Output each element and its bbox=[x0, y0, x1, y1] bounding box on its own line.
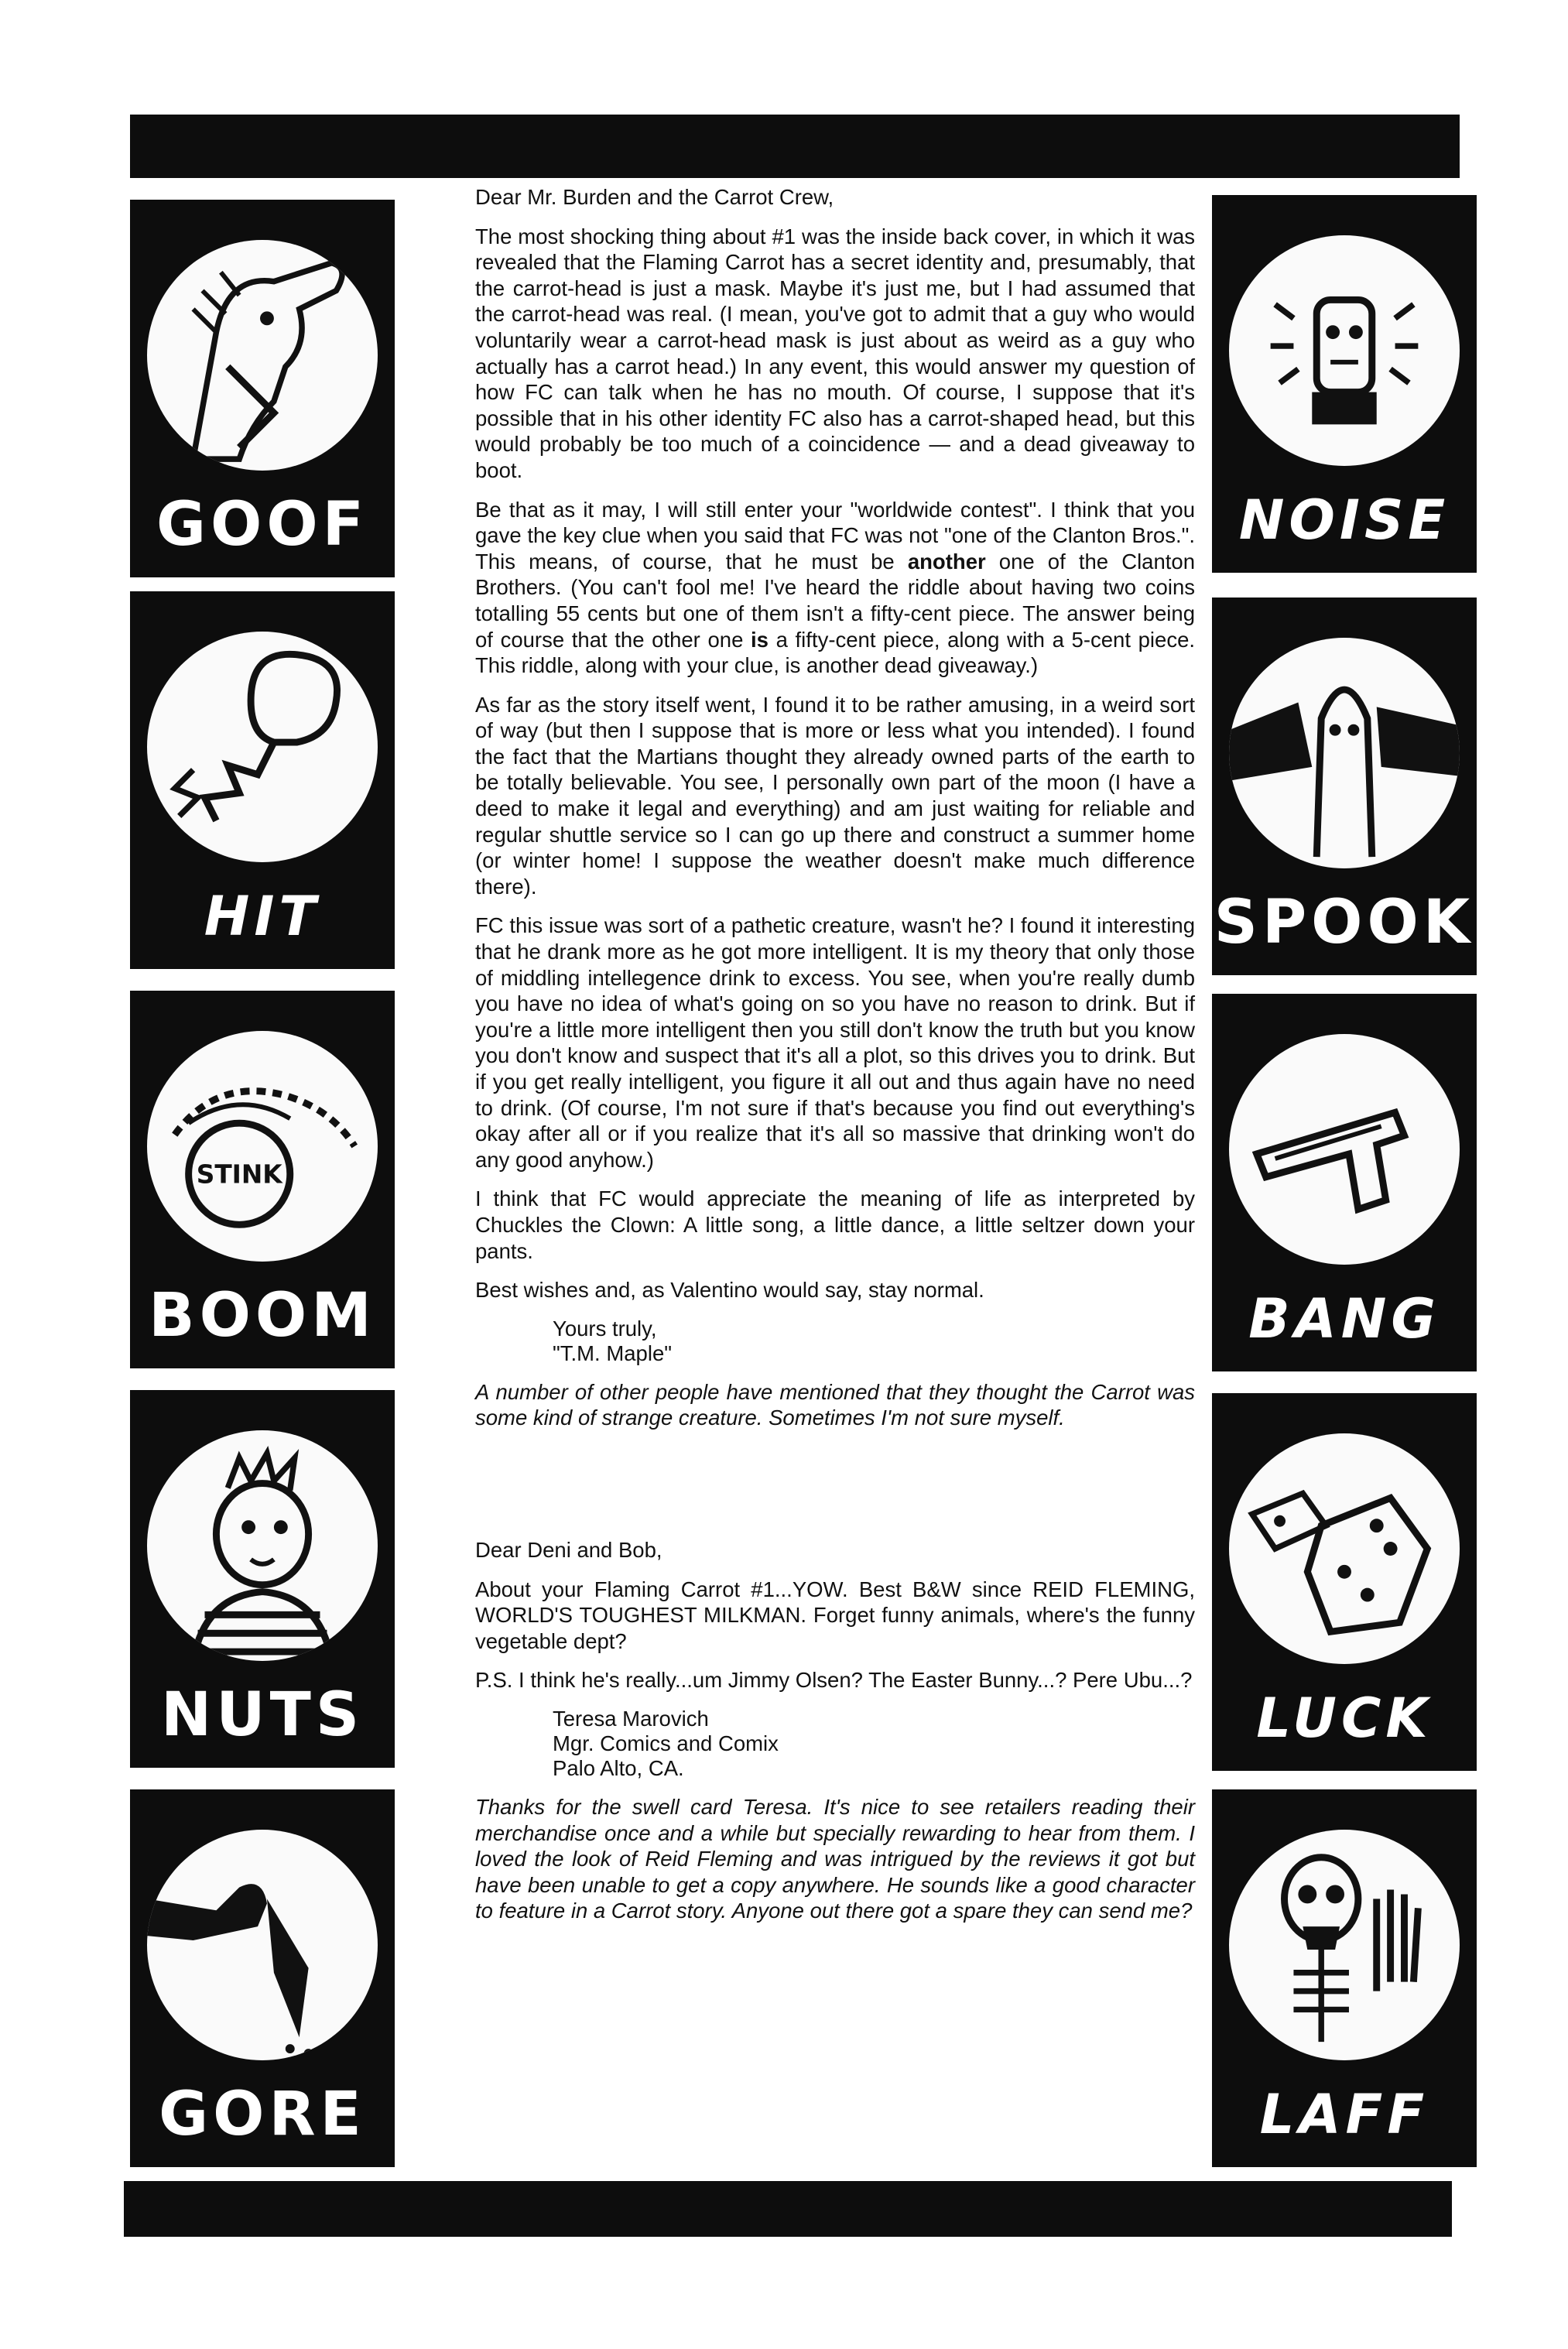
gore-panel bbox=[130, 1789, 395, 2167]
spook-panel bbox=[1212, 598, 1477, 975]
editor-reply: Thanks for the swell card Teresa. It's nice to see retailers reading their merchandise once and a while but specially rewarding to hear from them. I loved the look of Reid Fleming and was intrigued by the reviews it got but have been unable to get a copy anywhere. He sounds like a good character to feature in a Carrot story. Anyone out there got a spare they can send me? bbox=[475, 1794, 1195, 1923]
laughing-skeleton-icon bbox=[1229, 1830, 1460, 2060]
top-black-bar bbox=[130, 115, 1460, 178]
text-run: Be that as it may, I will still enter your "worldwide contest". I think that you gave the key clue when you said that FC was not "one of the Clanton Bros.". This means, of course, that he must be bbox=[475, 497, 1195, 574]
pistol-icon bbox=[1229, 1034, 1460, 1265]
laff-label: LAFF bbox=[1259, 2083, 1429, 2146]
letter1-paragraph: As far as the story itself went, I found it to be rather amusing, in a weird sort of way (but then I suppose that is more or less what you intended). I found the fact that the Martians thought they already owned parts of the earth to be totally believable. You see, I personally own part of the moon (I have a deed to make it legal and everything) and am just waiting for reliable and regular shuttle service so I can go up there and construct a summer home (or winter home! I suppose the weather doesn't make much difference there). bbox=[475, 692, 1195, 899]
signature-name: Teresa Marovich bbox=[553, 1706, 709, 1731]
letter2-paragraph: About your Flaming Carrot #1...YOW. Best B&W since REID FLEMING, WORLD'S TOUGHEST MILKMAN. Forget funny animals, where's the funny vegetable dept? bbox=[475, 1577, 1195, 1653]
letter2-signature bbox=[553, 1707, 1195, 1781]
nervous-boy-icon bbox=[147, 1430, 378, 1661]
dice-icon bbox=[1229, 1433, 1460, 1664]
bang-panel bbox=[1212, 994, 1477, 1371]
bottom-black-bar bbox=[124, 2181, 1452, 2237]
letter2-salutation: Dear Deni and Bob, bbox=[475, 1537, 662, 1562]
emphasis: another bbox=[907, 549, 986, 574]
boxing-glove-icon bbox=[147, 632, 378, 862]
laff-panel bbox=[1212, 1789, 1477, 2167]
boom-label: BOOM bbox=[149, 1281, 376, 1351]
letters-column bbox=[475, 184, 1195, 1937]
bloody-knife-icon bbox=[147, 1830, 378, 2060]
letter1-signature bbox=[553, 1317, 1195, 1366]
letter2-paragraph: P.S. I think he's really...um Jimmy Olsen? The Easter Bunny...? Pere Ubu...? bbox=[475, 1668, 1193, 1693]
signature-name: "T.M. Maple" bbox=[553, 1341, 673, 1365]
goof-panel bbox=[130, 200, 395, 577]
noise-label: NOISE bbox=[1238, 488, 1450, 552]
nuts-label: NUTS bbox=[161, 1680, 364, 1750]
signature-title: Mgr. Comics and Comix bbox=[553, 1731, 779, 1755]
noisy-robot-icon bbox=[1229, 235, 1460, 466]
luck-panel bbox=[1212, 1393, 1477, 1771]
gore-label: GORE bbox=[159, 2080, 366, 2149]
hit-label: HIT bbox=[204, 885, 321, 948]
svg-text:STINK: STINK bbox=[196, 1159, 282, 1190]
letter1-paragraph bbox=[475, 497, 1195, 679]
ghost-icon bbox=[1229, 638, 1460, 868]
text-run: a fifty-cent piece, along with a 5-cent piece. This riddle, along with your clue, is another dead giveaway.) bbox=[475, 627, 1196, 678]
letter1-paragraph: FC this issue was sort of a pathetic creature, wasn't he? I found it interesting that he drank more as he got more intelligent. It is my theory that only those of middling intellegence drink to excess. You see, when you're really dumb you have no idea of what's going on so you have no reason to drink. But if you're a little more intelligent then you still don't know the truth but you know you don't know and suspect that it's all a plot, so this drives you to drink. But if you get really intelligent, you figure it all out and thus again have no need to drink. (Of course, I'm not sure if that's because you find out everything's okay after all or if you realize that it's all so massive that drinking won't do any good anyhow.) bbox=[475, 913, 1195, 1172]
letter1-paragraph: Best wishes and, as Valentino would say, stay normal. bbox=[475, 1278, 984, 1303]
boom-panel bbox=[130, 991, 395, 1368]
spook-label: SPOOK bbox=[1214, 888, 1475, 957]
luck-label: LUCK bbox=[1256, 1686, 1433, 1750]
hit-panel bbox=[130, 591, 395, 969]
text-run: one of the Clanton Brothers. (You can't fool me! I've heard the riddle about having two coins totalling 55 cents but one of them isn't a fifty-cent piece. The answer being of course that the other one bbox=[475, 549, 1195, 652]
emphasis: is bbox=[751, 627, 769, 652]
editor-reply: A number of other people have mentioned that they thought the Carrot was some kind of strange creature. Sometimes I'm not sure myself. bbox=[475, 1379, 1195, 1430]
letter1-paragraph: I think that FC would appreciate the meaning of life as interpreted by Chuckles the Clown: A little song, a little dance, a little seltzer down your pants. bbox=[475, 1186, 1195, 1263]
goof-label: GOOF bbox=[156, 490, 368, 560]
letter1-salutation: Dear Mr. Burden and the Carrot Crew, bbox=[475, 185, 834, 209]
signature-place: Palo Alto, CA. bbox=[553, 1755, 684, 1780]
spacer bbox=[475, 1444, 1195, 1537]
closing: Yours truly, bbox=[553, 1316, 657, 1341]
long-nosed-face-icon bbox=[147, 240, 378, 471]
bang-label: BANG bbox=[1248, 1287, 1440, 1351]
letter1-paragraph: The most shocking thing about #1 was the inside back cover, in which it was revealed that the Flaming Carrot has a secret identity and, presumably, that the carrot-head is just a mask. Maybe it's just me, but I had assumed that the carrot-head was real. (I mean, you've got to admit that a guy who would voluntarily wear a carrot-head mask is just about as weird as a guy who actually has a carrot head.) In any event, this would answer my question of how FC can talk when he has no mouth. Of course, I suppose that it's possible that in his other identity FC also has a carrot-shaped head, but this would probably be too much of a coincidence — and a dead giveaway to boot. bbox=[475, 224, 1195, 482]
stink-bomb-icon bbox=[147, 1031, 378, 1262]
noise-panel bbox=[1212, 195, 1477, 573]
nuts-panel bbox=[130, 1390, 395, 1768]
